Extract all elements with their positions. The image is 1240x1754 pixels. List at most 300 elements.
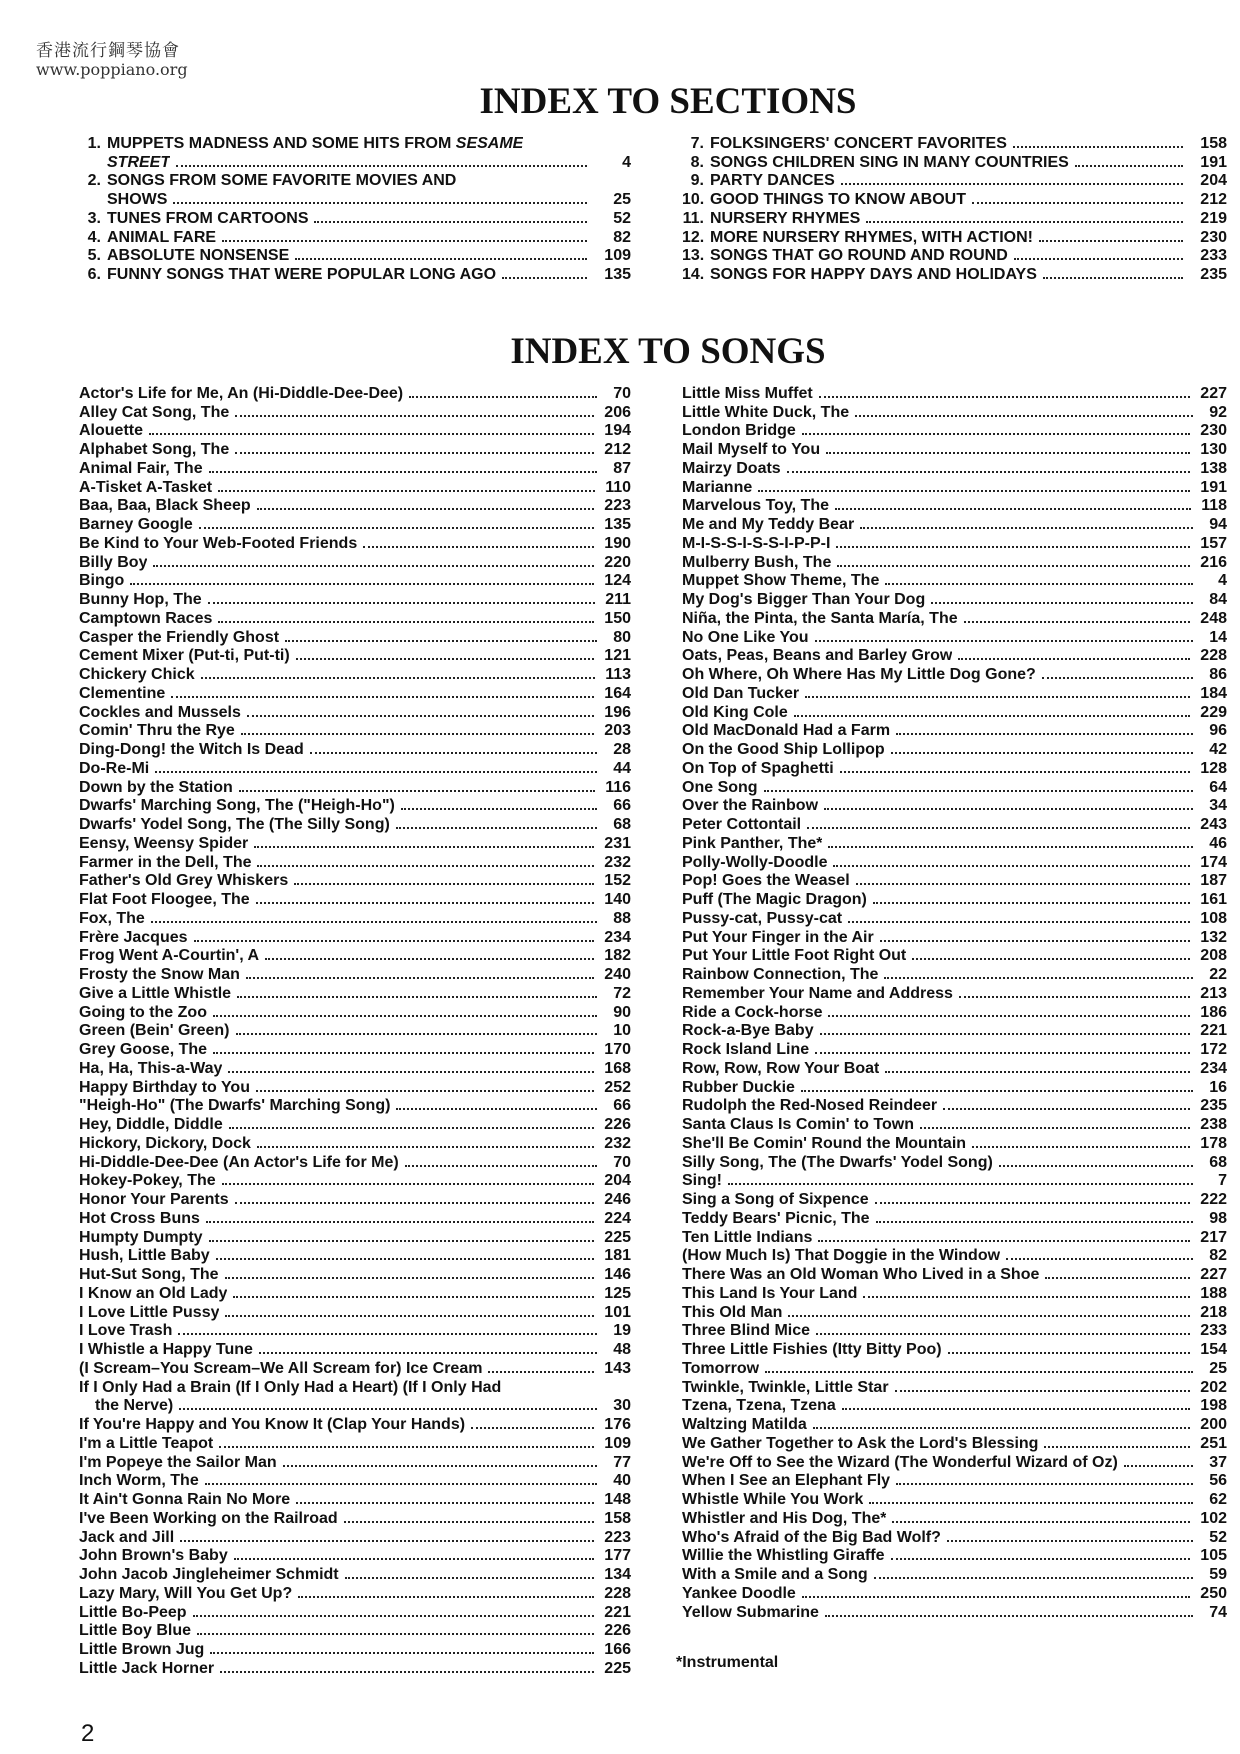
section-page: 135: [604, 266, 631, 283]
dot-leader: [835, 508, 1191, 510]
song-title: M-I-S-S-I-S-S-I-P-P-I: [682, 534, 831, 552]
song-entry: [682, 740, 1227, 759]
song-page: 164: [604, 684, 631, 702]
song-page: 68: [1209, 1153, 1227, 1171]
song-title: Do-Re-Mi: [79, 759, 150, 777]
song-page: 231: [604, 834, 631, 852]
song-title: Hi-Diddle-Dee-Dee (An Actor's Life for Me): [79, 1153, 399, 1171]
song-entry: [682, 947, 1227, 966]
song-page: 113: [605, 666, 631, 683]
song-title: John Brown's Baby: [79, 1547, 228, 1565]
dot-leader: [228, 1071, 594, 1073]
song-page: 92: [1209, 403, 1227, 421]
dot-leader: [815, 640, 1193, 642]
song-entry: [682, 1528, 1227, 1547]
dot-leader: [208, 602, 596, 604]
song-title: This Land Is Your Land: [682, 1284, 858, 1302]
song-title: Barney Google: [79, 516, 193, 533]
song-entry: [682, 722, 1227, 741]
song-title: Ding-Dong! the Witch Is Dead: [79, 741, 304, 758]
song-entry: [682, 684, 1227, 703]
song-page: 246: [604, 1191, 631, 1208]
dot-leader: [254, 846, 594, 848]
section-entry: [682, 209, 1227, 228]
song-entry: [79, 1059, 631, 1078]
song-title: Hickory, Dickory, Dock: [79, 1134, 251, 1152]
dot-leader: [802, 433, 1191, 435]
song-entry: [79, 722, 631, 741]
song-entry: [682, 1115, 1227, 1134]
song-title: London Bridge: [682, 422, 796, 440]
song-entry: [79, 1322, 631, 1341]
song-title: the Nerve): [95, 1397, 174, 1415]
song-entry: [682, 1190, 1227, 1209]
song-title: Whistle While You Work: [682, 1491, 864, 1508]
song-title: Sing!: [682, 1172, 722, 1190]
song-title: Mail Myself to You: [682, 441, 821, 458]
section-label-text: ABSOLUTE NONSENSE: [107, 247, 290, 265]
song-title: Alphabet Song, The: [79, 441, 230, 458]
song-page: 233: [1200, 1322, 1227, 1340]
dot-leader: [860, 527, 1193, 529]
song-title: Pink Panther, The*: [682, 834, 823, 852]
song-title: Frosty the Snow Man: [79, 966, 240, 983]
song-page: 217: [1200, 1228, 1227, 1246]
song-page: 148: [604, 1491, 631, 1508]
song-entry: [79, 1022, 631, 1041]
song-entry: [79, 1603, 631, 1622]
song-title: Ha, Ha, This-a-Way: [79, 1059, 223, 1077]
song-title: Dwarfs' Marching Song, The ("Heigh-Ho"): [79, 797, 395, 815]
song-title: Tzena, Tzena, Tzena: [682, 1397, 836, 1415]
song-title: Ride a Cock-horse: [682, 1003, 823, 1021]
song-page: 243: [1200, 816, 1227, 833]
song-page: 204: [604, 1172, 631, 1190]
dot-leader: [825, 1615, 1193, 1617]
dot-leader: [948, 1352, 1191, 1354]
song-entry: [79, 440, 631, 459]
dot-leader: [247, 715, 594, 717]
song-title: Me and My Teddy Bear: [682, 516, 855, 533]
song-entry: [682, 590, 1227, 609]
song-title: Bunny Hop, The: [79, 591, 202, 608]
dot-leader: [206, 1221, 594, 1223]
dot-leader: [176, 165, 587, 167]
song-entry: [79, 928, 631, 947]
dot-leader: [816, 1333, 1190, 1335]
dot-leader: [285, 640, 597, 642]
section-label-text: NURSERY RHYMES: [710, 209, 861, 227]
song-page: 110: [605, 478, 631, 496]
dot-leader: [892, 1521, 1190, 1523]
dot-leader: [256, 902, 595, 904]
song-page: 128: [1200, 759, 1227, 777]
song-page: 152: [604, 872, 631, 890]
song-title: Grey Goose, The: [79, 1041, 208, 1058]
song-entry: [682, 928, 1227, 947]
song-entry: [79, 778, 631, 797]
song-page: 221: [1200, 1022, 1227, 1040]
song-page: 238: [1200, 1116, 1227, 1133]
section-entry: [79, 228, 631, 247]
dot-leader: [764, 790, 1193, 792]
dot-leader: [246, 977, 594, 979]
dot-leader: [193, 1615, 595, 1617]
dot-leader: [1075, 165, 1183, 167]
dot-leader: [344, 1521, 595, 1523]
song-page: 116: [605, 778, 631, 796]
section-number: 8.: [690, 153, 704, 171]
song-page: 174: [1200, 853, 1227, 871]
dot-leader: [235, 1202, 595, 1204]
dot-leader: [972, 202, 1183, 204]
song-page: 188: [1200, 1284, 1227, 1302]
song-entry: [79, 1284, 631, 1303]
dot-leader: [218, 490, 595, 492]
section-label-italic: SESAME: [455, 134, 524, 152]
song-page: 229: [1200, 703, 1227, 721]
song-entry: [79, 872, 631, 891]
song-title: One Song: [682, 778, 758, 796]
song-entry: [79, 1172, 631, 1191]
song-page: 220: [604, 553, 631, 571]
song-page: 228: [1200, 647, 1227, 665]
dot-leader: [802, 1596, 1190, 1598]
song-title: Humpty Dumpty: [79, 1228, 203, 1246]
song-entry: [682, 1172, 1227, 1191]
dot-leader: [837, 565, 1190, 567]
song-page: 42: [1209, 741, 1227, 758]
dot-leader: [1045, 1277, 1190, 1279]
song-title: Tomorrow: [682, 1359, 760, 1377]
song-entry: [682, 459, 1227, 478]
song-entry: [682, 872, 1227, 891]
song-title: No One Like You: [682, 628, 809, 646]
dot-leader: [869, 1502, 1193, 1504]
section-label: [107, 266, 496, 284]
song-entry: [79, 1509, 631, 1528]
song-title: Santa Claus Is Comin' to Town: [682, 1116, 914, 1133]
dot-leader: [199, 527, 594, 529]
dot-leader: [180, 1540, 594, 1542]
section-page: 235: [1200, 266, 1227, 283]
song-page: 64: [1209, 778, 1227, 796]
dot-leader: [151, 921, 597, 923]
song-title: Eensy, Weensy Spider: [79, 834, 249, 852]
dot-leader: [828, 846, 1193, 848]
song-title: On the Good Ship Lollipop: [682, 741, 885, 758]
song-entry: [79, 609, 631, 628]
song-entry: [682, 1472, 1227, 1491]
song-title: Jack and Jill: [79, 1528, 175, 1546]
song-page: 194: [604, 422, 631, 440]
song-entry: [79, 478, 631, 497]
dot-leader: [765, 1371, 1193, 1373]
dot-leader: [931, 602, 1193, 604]
song-title: Over the Rainbow: [682, 797, 819, 815]
section-entry: [79, 153, 631, 172]
dot-leader: [842, 1408, 1190, 1410]
song-entry: [79, 684, 631, 703]
song-entry: [682, 890, 1227, 909]
dot-leader: [405, 1165, 597, 1167]
song-page: 235: [1200, 1097, 1227, 1115]
section-entry: [682, 134, 1227, 153]
song-entry: [682, 403, 1227, 422]
song-entry: [79, 497, 631, 516]
dot-leader: [912, 958, 1190, 960]
song-entry: [682, 1603, 1227, 1622]
dot-leader: [234, 1558, 595, 1560]
song-entry: [79, 1472, 631, 1491]
section-label-italic: STREET: [107, 153, 171, 171]
song-page: 223: [604, 1528, 631, 1546]
song-title: Oh Where, Oh Where Has My Little Dog Gone?: [682, 666, 1036, 683]
song-entry: [682, 1040, 1227, 1059]
song-entry: [682, 1134, 1227, 1153]
song-title: Yellow Submarine: [682, 1603, 819, 1621]
song-page: 66: [613, 1097, 631, 1115]
song-entry: [682, 1359, 1227, 1378]
song-page: 177: [604, 1547, 631, 1565]
dot-leader: [363, 546, 594, 548]
dot-leader: [958, 658, 1190, 660]
dot-leader: [201, 677, 596, 679]
song-title: Pop! Goes the Weasel: [682, 872, 850, 890]
dot-leader: [296, 658, 595, 660]
dot-leader: [788, 1315, 1190, 1317]
song-entry: [79, 572, 631, 591]
section-number: 4.: [87, 228, 101, 246]
section-entry: [79, 190, 631, 209]
dot-leader: [205, 1483, 597, 1485]
song-title: It Ain't Gonna Rain No More: [79, 1491, 291, 1508]
section-entry: [79, 134, 631, 153]
song-entry: [79, 1209, 631, 1228]
song-entry: [682, 909, 1227, 928]
song-page: 22: [1209, 966, 1227, 983]
song-entry: [682, 703, 1227, 722]
page-number: 2: [81, 1720, 95, 1747]
song-page: 198: [1200, 1397, 1227, 1415]
song-entry: [79, 384, 631, 403]
song-page: 132: [1200, 928, 1227, 946]
songs-list-right: [682, 384, 1227, 1622]
dot-leader: [807, 827, 1190, 829]
dot-leader: [219, 1446, 594, 1448]
section-label: [107, 154, 170, 172]
song-entry: [79, 703, 631, 722]
song-page: 48: [613, 1341, 631, 1358]
dot-leader: [237, 996, 597, 998]
song-entry: [79, 815, 631, 834]
dot-leader: [209, 1240, 595, 1242]
dot-leader: [197, 1633, 594, 1635]
song-page: 70: [613, 384, 631, 402]
section-label-text: ANIMAL FARE: [107, 228, 217, 246]
song-page: 154: [1200, 1341, 1227, 1358]
song-title: With a Smile and a Song: [682, 1566, 868, 1583]
sections-heading: INDEX TO SECTIONS: [479, 81, 857, 122]
dot-leader: [826, 452, 1190, 454]
song-page: 200: [1200, 1416, 1227, 1433]
dot-leader: [891, 752, 1193, 754]
section-label: [107, 172, 456, 190]
song-page: 90: [613, 1003, 631, 1021]
song-entry: [682, 553, 1227, 572]
song-entry: [682, 1322, 1227, 1341]
dot-leader: [401, 808, 597, 810]
section-entry: [79, 247, 631, 266]
song-page: 82: [1209, 1247, 1227, 1265]
dot-leader: [1044, 1446, 1190, 1448]
song-title: Waltzing Matilda: [682, 1416, 807, 1433]
song-title: My Dog's Bigger Than Your Dog: [682, 591, 926, 608]
song-entry: [79, 1547, 631, 1566]
song-entry: [682, 759, 1227, 778]
section-label-text: SONGS FROM SOME FAVORITE MOVIES AND: [107, 172, 457, 190]
song-title: Frog Went A-Courtin', A: [79, 947, 260, 965]
section-page: 25: [613, 191, 631, 208]
song-entry: [79, 797, 631, 816]
song-entry: [682, 609, 1227, 628]
song-page: 181: [604, 1247, 631, 1265]
song-page: 19: [613, 1322, 631, 1340]
song-page: 130: [1200, 441, 1227, 458]
dot-leader: [833, 865, 1190, 867]
dot-leader: [396, 1108, 597, 1110]
song-title: Mairzy Doats: [682, 459, 781, 477]
song-page: 124: [604, 572, 631, 590]
watermark-url: www.poppiano.org: [36, 60, 188, 79]
section-label-text: FUNNY SONGS THAT WERE POPULAR LONG AGO: [107, 266, 497, 283]
song-title: Bingo: [79, 572, 125, 590]
song-title: Father's Old Grey Whiskers: [79, 872, 289, 890]
song-title: Rainbow Connection, The: [682, 966, 879, 983]
song-title: Going to the Zoo: [79, 1003, 207, 1021]
section-page: 109: [604, 247, 631, 265]
section-label: [710, 210, 860, 228]
song-page: 184: [1200, 684, 1227, 702]
song-entry: [682, 1078, 1227, 1097]
section-page: 4: [622, 153, 631, 171]
song-entry: [682, 778, 1227, 797]
song-page: 191: [1200, 478, 1227, 496]
song-entry: [682, 440, 1227, 459]
dot-leader: [863, 1296, 1190, 1298]
song-title: Hush, Little Baby: [79, 1247, 210, 1265]
song-title: Pussy-cat, Pussy-cat: [682, 909, 843, 927]
song-title: Down by the Station: [79, 778, 233, 796]
song-page: 250: [1200, 1584, 1227, 1602]
song-entry: [682, 534, 1227, 553]
song-page: 134: [604, 1566, 631, 1583]
song-title: Casper the Friendly Ghost: [79, 628, 280, 646]
section-label: [710, 154, 1069, 172]
sections-list-right: [682, 134, 1227, 284]
dot-leader: [884, 977, 1193, 979]
song-entry: [79, 1490, 631, 1509]
song-title: Whistler and His Dog, The*: [682, 1509, 887, 1527]
song-page: 16: [1209, 1078, 1227, 1096]
dot-leader: [153, 565, 594, 567]
song-entry: [79, 1097, 631, 1116]
section-entry: [682, 172, 1227, 191]
song-title: Little White Duck, The: [682, 403, 850, 421]
dot-leader: [874, 1577, 1193, 1579]
song-entry: [682, 647, 1227, 666]
dot-leader: [828, 1015, 1190, 1017]
song-page: 34: [1209, 797, 1227, 815]
song-page: 72: [613, 984, 631, 1002]
song-title: Muppet Show Theme, The: [682, 572, 880, 590]
dot-leader: [222, 1183, 595, 1185]
dot-leader: [194, 940, 595, 942]
song-title: I Love Little Pussy: [79, 1303, 220, 1321]
song-page: 190: [604, 534, 631, 552]
dot-leader: [964, 621, 1191, 623]
song-title: Little Boy Blue: [79, 1622, 192, 1640]
song-title: Oats, Peas, Beans and Barley Grow: [682, 647, 953, 665]
song-entry: [79, 515, 631, 534]
dot-leader: [787, 471, 1191, 473]
song-page: 68: [613, 816, 631, 833]
dot-leader: [171, 696, 594, 698]
dot-leader: [875, 1202, 1191, 1204]
song-title: Teddy Bears' Picnic, The: [682, 1209, 870, 1227]
song-entry: [79, 1565, 631, 1584]
song-title: Fox, The: [79, 909, 145, 927]
song-page: 66: [613, 797, 631, 815]
song-page: 168: [604, 1059, 631, 1077]
song-title: Niña, the Pinta, the Santa María, The: [682, 609, 958, 627]
dot-leader: [296, 1502, 594, 1504]
dot-leader: [488, 1371, 594, 1373]
song-page: 221: [604, 1603, 631, 1621]
song-title: She'll Be Comin' Round the Mountain: [682, 1134, 967, 1152]
song-entry: [79, 1190, 631, 1209]
song-entry: [79, 628, 631, 647]
song-title: Mulberry Bush, The: [682, 553, 832, 571]
song-title: Hey, Diddle, Diddle: [79, 1116, 223, 1133]
dot-leader: [885, 583, 1193, 585]
dot-leader: [241, 733, 594, 735]
song-title: I Know an Old Lady: [79, 1284, 228, 1302]
song-title: Frère Jacques: [79, 928, 188, 946]
song-title: Put Your Little Foot Right Out: [682, 947, 907, 965]
song-page: 56: [1209, 1472, 1227, 1490]
dot-leader: [179, 1408, 597, 1410]
song-title: Put Your Finger in the Air: [682, 928, 874, 946]
dot-leader: [294, 883, 594, 885]
section-label: [710, 135, 1007, 153]
song-title: Billy Boy: [79, 553, 148, 571]
section-entry: [79, 209, 631, 228]
song-title: If You're Happy and You Know It (Clap Your Hands): [79, 1416, 466, 1433]
song-title: Marvelous Toy, The: [682, 497, 829, 515]
dot-leader: [824, 808, 1193, 810]
song-page: 203: [604, 722, 631, 740]
dot-leader: [235, 415, 594, 417]
dot-leader: [794, 715, 1191, 717]
section-page: 230: [1200, 228, 1227, 246]
section-label-text: GOOD THINGS TO KNOW ABOUT: [710, 191, 966, 208]
song-page: 101: [604, 1303, 631, 1321]
song-page: 86: [1209, 666, 1227, 683]
song-page: 158: [604, 1509, 631, 1527]
song-entry: [79, 590, 631, 609]
section-label-text: SONGS FOR HAPPY DAYS AND HOLIDAYS: [710, 266, 1037, 283]
